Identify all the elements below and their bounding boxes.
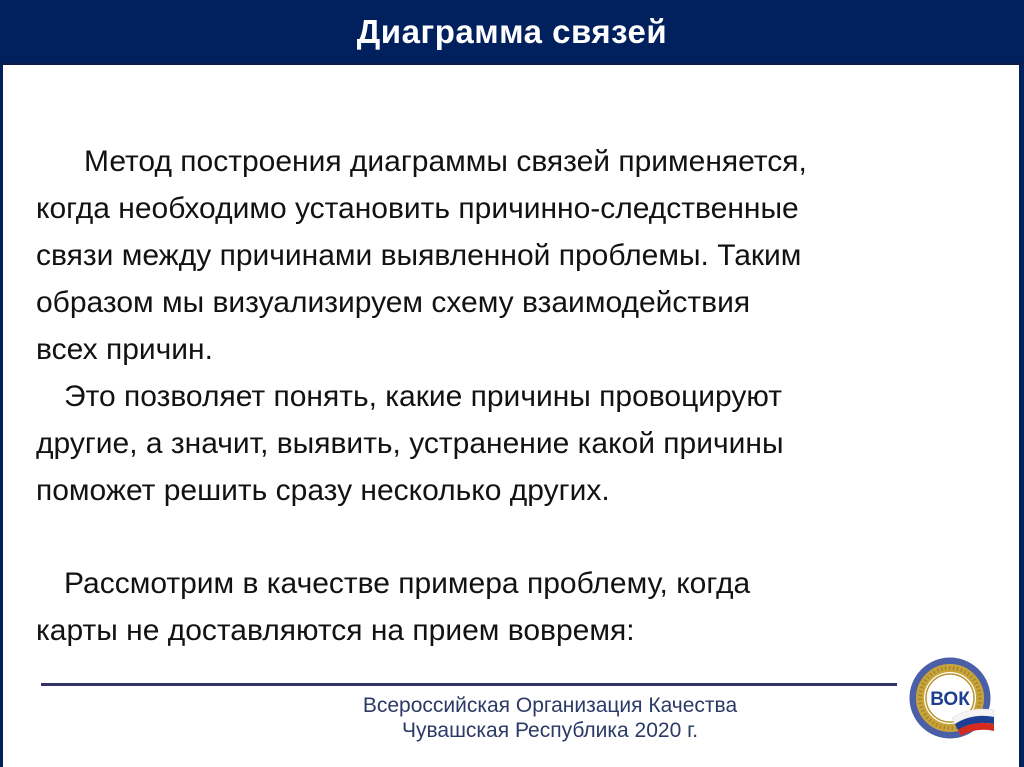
body-line: образом мы визуализируем схему взаимодействия [36,286,751,319]
footer [170,693,930,743]
body-text [36,138,980,654]
body-line: связи между причинами выявленной проблемы. Таким [36,239,802,272]
footer-region-year: Чувашская Республика 2020 г. [401,719,699,742]
body-line: Метод построения диаграммы связей применяется, [84,145,807,178]
slide-title: Диаграмма связей [356,12,668,50]
body-line: карты не доставляются на прием вовремя: [36,614,635,647]
footer-rule [41,683,897,686]
slide-left-border [0,0,3,767]
body-line: поможет решить сразу несколько других. [36,474,610,507]
title-bar [0,0,1024,65]
body-line: всех причин. [36,333,213,366]
slide-right-border [1019,0,1024,767]
body-line: когда необходимо установить причинно-следственные [36,192,799,225]
body-line: Это позволяет понять, какие причины провоцируют [64,380,782,413]
body-line: Рассмотрим в качестве примера проблему, когда [64,567,751,600]
footer-org-name: Всероссийская Организация Качества [362,694,738,717]
vok-logo [908,656,996,748]
body-line: другие, а значит, выявить, устранение какой причины [36,427,784,460]
vok-logo-text: ВОК [930,689,970,710]
